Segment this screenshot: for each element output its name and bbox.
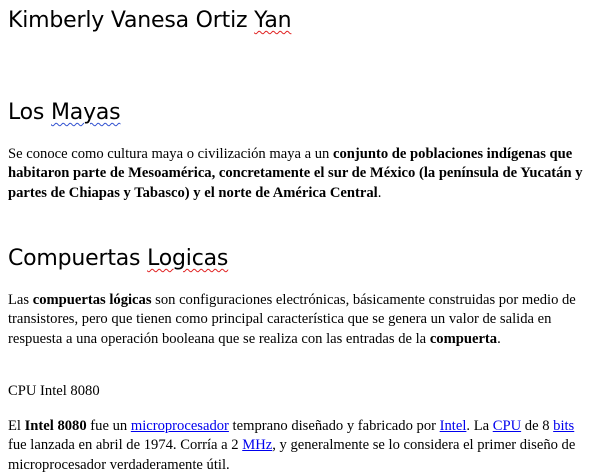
compuertas-paragraph — [8, 291, 596, 349]
mayas-text-2: . — [377, 184, 382, 201]
author-name-part2: Yan — [254, 8, 292, 33]
mhz-link[interactable]: MHz — [242, 437, 273, 454]
section-heading-mayas — [8, 100, 120, 125]
cpu-line: CPU Intel 8080 — [8, 383, 100, 399]
intel-link[interactable]: Intel — [439, 418, 467, 434]
intel-text-4: . La — [466, 418, 493, 434]
mayas-paragraph — [8, 145, 596, 203]
compuertas-bold-2: compuerta — [429, 330, 498, 347]
section-heading-compuertas-part1: Compuertas — [8, 246, 148, 271]
section-heading-compuertas — [8, 246, 228, 271]
mayas-bold-text: conjunto de poblaciones indígenas que habitaron parte de Mesoamérica, concretamente el sur de México (la península de Yucatán y partes de Chiapas y Tabasco) y el norte de América Central — [8, 146, 583, 201]
intel-paragraph — [8, 417, 596, 475]
compuertas-bold-1: compuertas lógicas — [32, 292, 152, 308]
section-heading-mayas-part1: Los — [8, 100, 51, 125]
section-heading-mayas-part2: Mayas — [51, 100, 121, 125]
author-name-part1: Kimberly Vanesa Ortiz — [8, 8, 255, 33]
compuertas-text-2: son configuraciones electrónicas, básicamente construidas por medio de transistores, pero que tienen como principal característica que se genera un valor de salida en respuesta a una operación booleana que se realiza con las entradas de la — [8, 292, 576, 347]
intel-bold: Intel 8080 — [24, 418, 87, 434]
section-heading-compuertas-part2: Logicas — [147, 246, 229, 271]
compuertas-text-1: Las — [8, 292, 33, 308]
author-heading — [8, 8, 291, 33]
intel-text-7: , y generalmente se lo considera el primer diseño de microprocesador verdaderamente útil. — [8, 437, 576, 473]
intel-text-6: fue lanzada en abril de 1974. Corría a 2 — [8, 437, 243, 454]
intel-text-1: El — [8, 418, 25, 434]
bits-link[interactable]: bits — [553, 418, 575, 434]
compuertas-text-3: . — [497, 330, 501, 347]
intel-text-5: de 8 — [521, 418, 554, 434]
microprocesador-link[interactable]: microprocesador — [130, 418, 229, 434]
intel-text-3: temprano diseñado y fabricado por — [228, 418, 440, 434]
intel-text-2: fue un — [86, 418, 131, 434]
mayas-text-1: Se conoce como cultura maya o civilización maya a un — [8, 146, 333, 162]
cpu-link[interactable]: CPU — [492, 418, 522, 434]
